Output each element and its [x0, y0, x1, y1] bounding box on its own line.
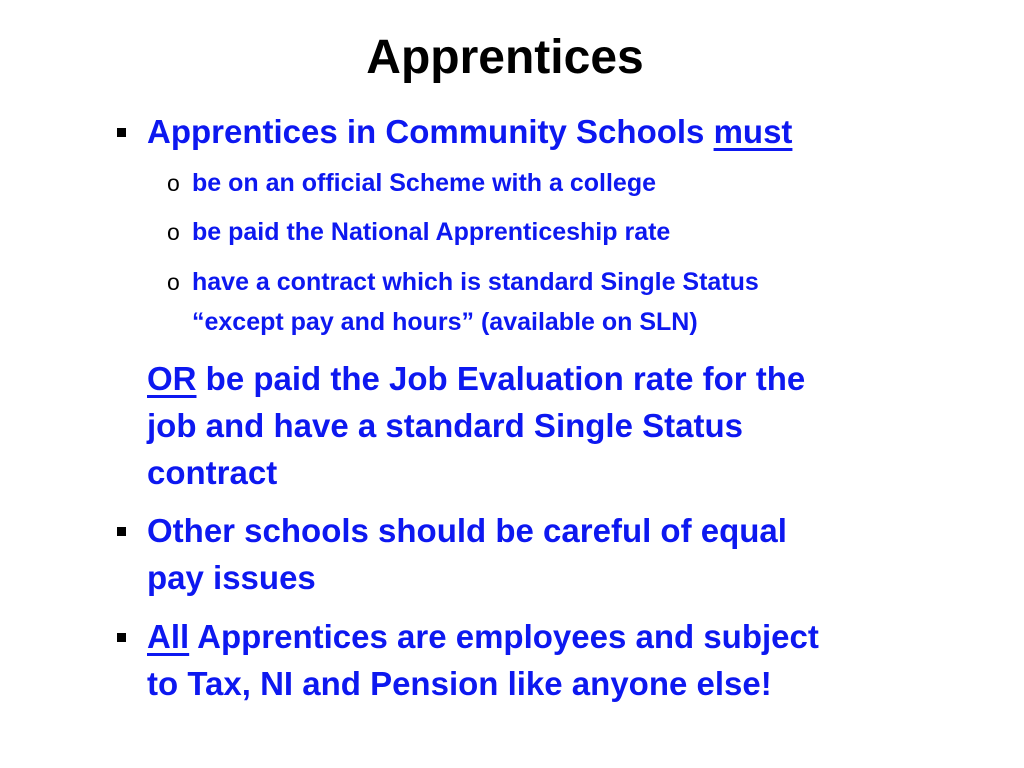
sub-marker-1: o	[167, 170, 180, 196]
bullet-marker-1	[117, 124, 126, 142]
slide-title: Apprentices	[366, 31, 644, 84]
bullet-marker-2	[117, 523, 126, 541]
or-paragraph-line-3: contract	[147, 454, 278, 491]
or-emphasis: OR	[147, 360, 197, 397]
sub-marker-3: o	[167, 269, 180, 295]
bullet-3-emphasis: All	[147, 618, 190, 655]
subitem-1: be on an official Scheme with a college	[192, 169, 657, 197]
square-bullet-icon	[117, 128, 126, 137]
or-paragraph-text-1: be paid the Job Evaluation rate for the	[196, 360, 806, 397]
square-bullet-icon	[117, 527, 126, 536]
subitem-3-line-2: “except pay and hours” (available on SLN)	[192, 308, 698, 336]
bullet-2-line-2: pay issues	[147, 559, 316, 596]
bullet-1-emphasis: must	[713, 113, 793, 150]
bullet-3-text-1: Apprentices are employees and subject	[189, 618, 819, 655]
square-bullet-icon	[117, 633, 126, 642]
or-paragraph-line-2: job and have a standard Single Status	[147, 407, 743, 444]
bullet-2-line-1: Other schools should be careful of equal	[147, 512, 787, 549]
bullet-3-line-2: to Tax, NI and Pension like anyone else!	[147, 665, 772, 702]
sub-marker-2: o	[167, 219, 180, 245]
bullet-1	[147, 108, 792, 155]
bullet-3-line-1	[147, 613, 819, 660]
or-paragraph-line-1	[147, 355, 805, 402]
subitem-2: be paid the National Apprenticeship rate	[192, 218, 671, 246]
bullet-marker-3	[117, 629, 126, 647]
subitem-3-line-1: have a contract which is standard Single Status	[192, 268, 759, 296]
bullet-1-text: Apprentices in Community Schools	[147, 113, 714, 150]
